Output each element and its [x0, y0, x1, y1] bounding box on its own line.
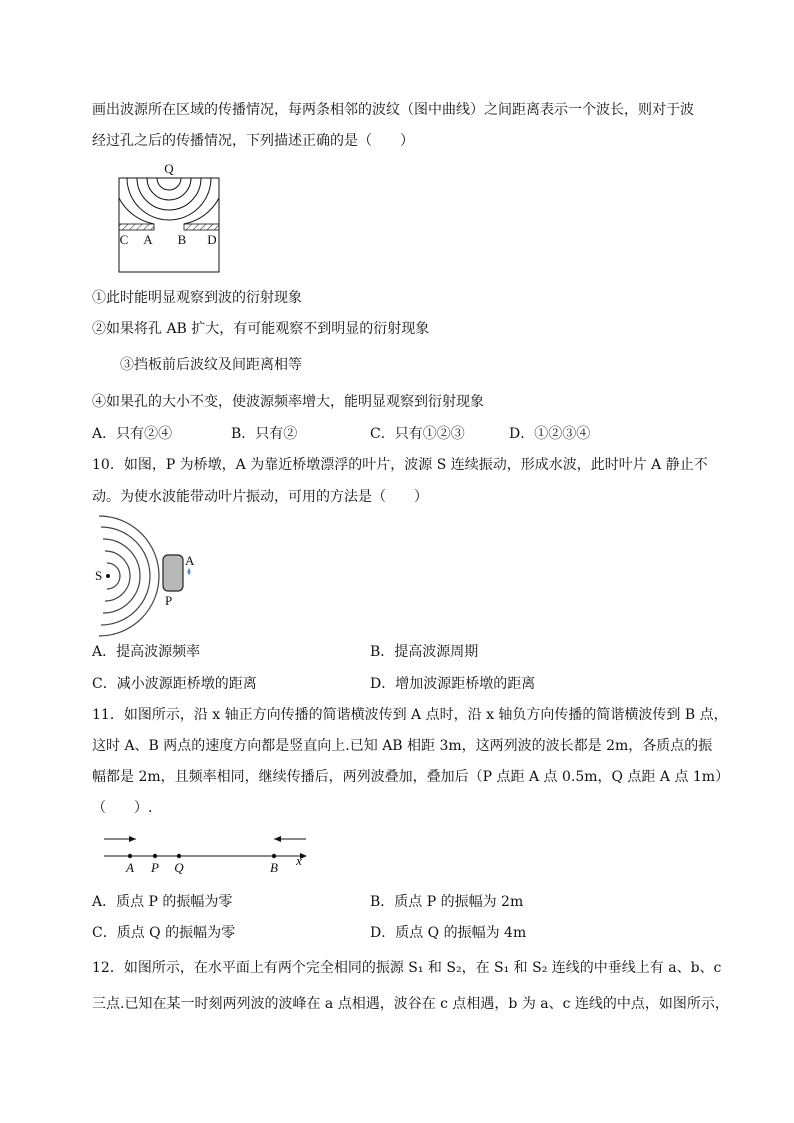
q11-figure-label-a: A	[126, 860, 134, 875]
leaf-a	[188, 568, 191, 575]
q9-option-a: A．只有②④	[92, 426, 173, 442]
q10-option-d: D．增加波源距桥墩的距离	[370, 676, 536, 692]
arrow-left-icon	[274, 836, 281, 842]
q9-intro-line1: 画出波源所在区域的传播情况，每两条相邻的波纹（图中曲线）之间距离表示一个波长，则对于波	[92, 102, 694, 118]
q9-statement-3: ③挡板前后波纹及间距离相等	[120, 357, 302, 373]
q11-axis-figure	[100, 832, 315, 878]
q10-figure-label-s: S	[95, 568, 103, 583]
q9-figure-label-q: Q	[164, 161, 174, 176]
q9-option-b: B．只有②	[231, 426, 298, 442]
bridge-pier-p	[163, 555, 183, 591]
q10-line1: 10．如图，P 为桥墩，A 为靠近桥墩漂浮的叶片，波源 S 连续振动，形成水波，此时叶片 A 静止不	[92, 457, 708, 473]
q11-option-b: B．质点 P 的振幅为 2m	[370, 894, 524, 910]
q11-figure-label-b: B	[270, 860, 278, 875]
q9-figure-label-c: C	[119, 232, 129, 247]
q9-figure-label-b: B	[177, 232, 187, 247]
q10-figure-label-a: A	[185, 553, 195, 568]
q11-figure-label-q: Q	[174, 860, 184, 875]
q10-option-c: C．减小波源距桥墩的距离	[92, 676, 257, 692]
q11-line2: 这时 A、B 两点的速度方向都是竖直向上.已知 AB 相距 3m，这两列波的波长都是 2m，各质点的振	[92, 738, 713, 754]
q9-option-c: C．只有①②③	[370, 426, 465, 442]
q10-option-a: A．提高波源频率	[92, 644, 201, 660]
q10-line2: 动。为使水波能带动叶片振动，可用的方法是（ ）	[92, 489, 428, 505]
q12-line2: 三点.已知在某一时刻两列波的波峰在 a 点相遇，波谷在 c 点相遇，b 为 a、c 连线的中点，如图所示，	[92, 996, 729, 1012]
q10-water-wave-figure	[92, 518, 202, 628]
q10-option-b: B．提高波源周期	[370, 644, 479, 660]
q9-statement-1: ①此时能明显观察到波的衍射现象	[92, 290, 302, 306]
q10-figure-label-p: P	[165, 593, 173, 608]
q11-option-a: A．质点 P 的振幅为零	[92, 894, 233, 910]
q11-option-d: D．质点 Q 的振幅为 4m	[370, 925, 527, 941]
q9-figure-label-d: D	[207, 232, 217, 247]
arrow-right-icon	[129, 836, 136, 842]
q9-statement-2: ②如果将孔 AB 扩大，有可能观察不到明显的衍射现象	[92, 321, 430, 337]
q9-diffraction-figure	[114, 160, 226, 276]
q12-line1: 12．如图所示，在水平面上有两个完全相同的振源 S₁ 和 S₂，在 S₁ 和 S₂ 连线的中垂线上有 a、b、c	[92, 960, 722, 976]
q9-intro-line2: 经过孔之后的传播情况，下列描述正确的是（ ）	[92, 133, 414, 149]
q11-figure-label-p: P	[151, 860, 159, 875]
q11-figure-label-x: x	[296, 853, 302, 868]
q9-statement-4: ④如果孔的大小不变，使波源频率增大，能明显观察到衍射现象	[92, 394, 484, 410]
q11-line4: （ ）.	[92, 800, 153, 816]
q9-figure-label-a: A	[143, 232, 153, 247]
q11-line3: 幅都是 2m，且频率相同，继续传播后，两列波叠加，叠加后（P 点距 A 点 0.5m，Q 点距 A 点 1m）	[92, 769, 730, 785]
q11-line1: 11．如图所示，沿 x 轴正方向传播的简谐横波传到 A 点时，沿 x 轴负方向传播的简谐横波传到 B 点，	[92, 707, 728, 723]
q9-option-d: D．①②③④	[509, 426, 591, 442]
q11-option-c: C．质点 Q 的振幅为零	[92, 925, 236, 941]
